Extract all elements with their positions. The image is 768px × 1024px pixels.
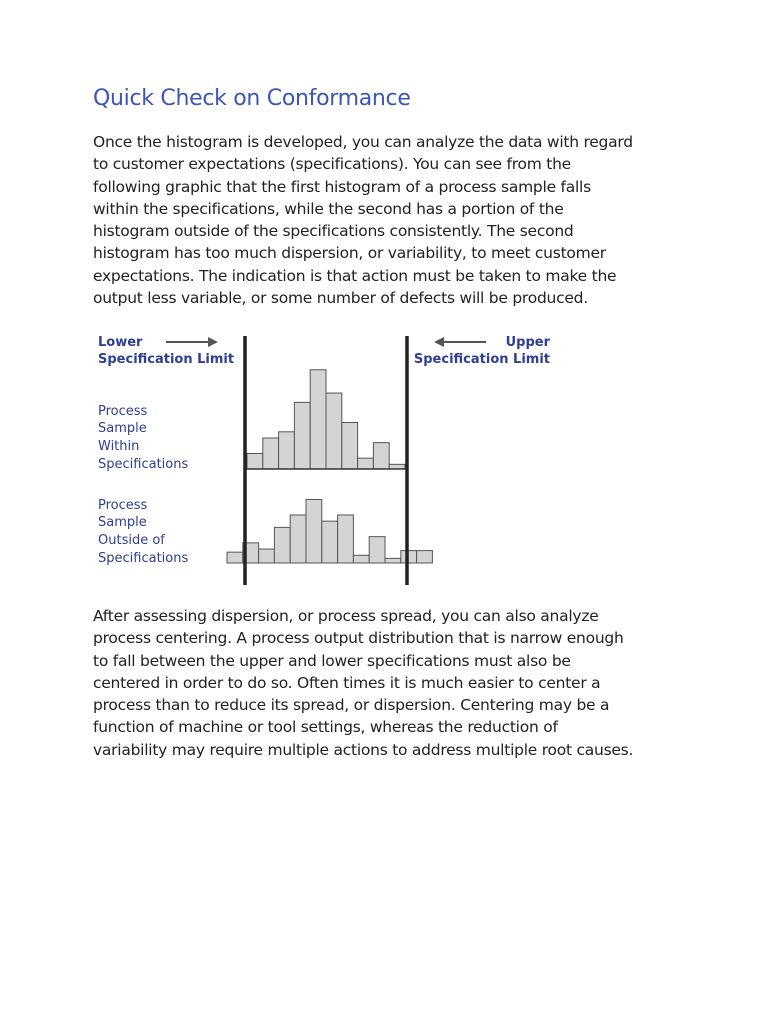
histogram-outside	[227, 499, 432, 563]
outside-bar-3	[274, 527, 290, 563]
paragraph-line: to customer expectations (specifications). You can see from the	[93, 155, 571, 174]
outside-bar-12	[417, 551, 433, 563]
outside-label-line: Specifications	[98, 551, 189, 566]
within-bar-4	[294, 402, 310, 469]
within-bar-8	[358, 458, 374, 469]
paragraph-line: centered in order to do so. Often times it is much easier to center a	[93, 673, 601, 692]
histogram-within	[247, 370, 405, 469]
within-bar-6	[326, 393, 342, 469]
outside-label-line: Sample	[98, 515, 147, 530]
paragraph-line: histogram has too much dispersion, or variability, to meet customer	[93, 244, 606, 263]
outside-bar-8	[353, 555, 369, 563]
outside-label-line: Process	[98, 498, 148, 513]
paragraph-line: function of machine or tool settings, whereas the reduction of	[93, 718, 558, 737]
outside-bar-2	[259, 549, 275, 563]
within-bar-5	[310, 370, 326, 469]
paragraph-line: After assessing dispersion, or process spread, you can also analyze	[93, 607, 599, 625]
upper-limit-label-line1: Upper	[505, 335, 550, 350]
lower-limit-label-line2: Specification Limit	[98, 352, 235, 367]
outside-bar-5	[306, 499, 322, 563]
outside-bar-9	[369, 537, 385, 563]
paragraph-line: output less variable, or some number of defects will be produced.	[93, 289, 588, 308]
paragraph-line: Once the histogram is developed, you can analyze the data with regard	[93, 133, 633, 151]
paragraph-line: to fall between the upper and lower specifications must also be	[93, 651, 571, 670]
outside-bar-6	[322, 521, 338, 563]
paragraph-line: within the specifications, while the second has a portion of the	[93, 199, 564, 218]
within-bar-9	[373, 443, 389, 469]
intro-paragraph	[93, 131, 693, 309]
within-label-line: Sample	[98, 421, 147, 436]
within-label-line: Within	[98, 439, 140, 454]
histogram-svg	[90, 328, 560, 590]
right-arrow-icon	[166, 337, 218, 347]
outside-bar-7	[338, 515, 354, 563]
within-bar-7	[342, 423, 358, 470]
outside-bar-0	[227, 552, 243, 563]
paragraph-line: process than to reduce its spread, or dispersion. Centering may be a	[93, 696, 610, 715]
page-title: Quick Check on Conformance	[93, 86, 411, 111]
lower-limit-label-line1: Lower	[98, 335, 143, 350]
left-arrow-icon	[434, 337, 486, 347]
paragraph-line: variability may require multiple actions to address multiple root causes.	[93, 740, 634, 759]
outside-label-line: Outside of	[98, 533, 165, 548]
upper-limit-label-line2: Specification Limit	[413, 352, 550, 367]
paragraph-line: expectations. The indication is that action must be taken to make the	[93, 266, 617, 285]
paragraph-line: histogram outside of the specifications consistently. The second	[93, 222, 574, 241]
paragraph-line: following graphic that the first histogram of a process sample falls	[93, 177, 591, 196]
within-label-line: Specifications	[98, 457, 189, 472]
outside-bar-4	[290, 515, 306, 563]
within-bar-2	[263, 438, 279, 469]
outside-bar-10	[385, 558, 401, 563]
within-bar-3	[279, 432, 295, 469]
within-label-line: Process	[98, 404, 148, 419]
within-bar-1	[247, 454, 263, 470]
paragraph-line: process centering. A process output distribution that is narrow enough	[93, 629, 624, 648]
centering-paragraph	[93, 605, 693, 761]
specification-histogram-figure	[90, 328, 560, 590]
